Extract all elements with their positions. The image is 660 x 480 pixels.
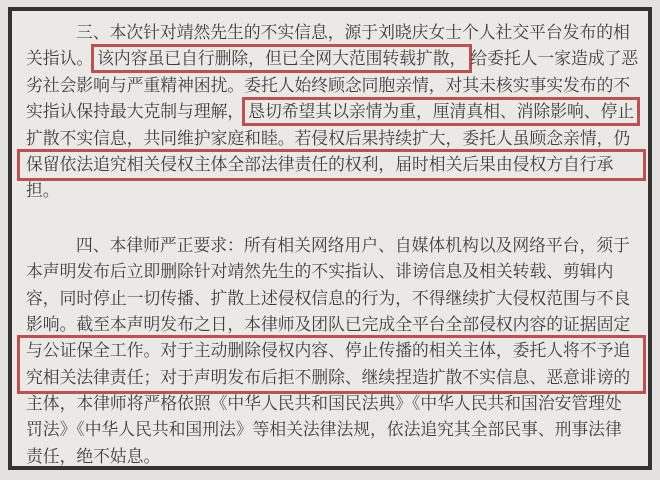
text-line xyxy=(26,73,640,99)
text-line xyxy=(26,444,640,470)
red-highlight-box: 该内容虽已自行删除，但已全网大范围转载扩散， xyxy=(91,44,472,73)
text-segment: 容，同时停止一切传播、扩散上述侵权信息的行为，不得继续扩大侵权范围与不良 xyxy=(26,288,631,308)
text-segment: 关指认。 xyxy=(26,49,94,69)
document-frame xyxy=(8,7,652,470)
text-line xyxy=(26,233,640,259)
text-line xyxy=(26,99,640,125)
red-highlight-box: 恳切希望其以亲情为重，厘清真相、消除影响、停止 xyxy=(242,97,640,126)
text-segment: 究相关法律责任；对于声明发布后拒不删除、继续捏造扩散不实信息、恶意诽谤的 xyxy=(26,367,631,387)
text-line xyxy=(26,178,640,204)
text-line xyxy=(26,286,640,312)
text-segment: 罚法》《中华人民共和国刑法》等相关法律法规，依法追究其全部民事、刑事法律 xyxy=(26,420,622,440)
text-line xyxy=(26,365,640,391)
text-line xyxy=(26,417,640,443)
paragraph-clause-three xyxy=(26,20,640,205)
text-segment: 扩散不实信息，共同维护家庭和睦。若侵权后果持续扩大，委托人虽顾念亲情，仍 xyxy=(26,128,631,148)
text-segment: 担。 xyxy=(26,181,60,201)
text-line xyxy=(26,391,640,417)
text-segment: 本声明发布后立即删除针对靖然先生的不实指认、诽谤信息及相关转载、剪辑内 xyxy=(26,262,614,282)
text-segment: 与公证保全工作。对于主动删除侵权内容、停止传播的相关主体，委托人将不予追 xyxy=(26,341,631,361)
text-line xyxy=(26,20,640,46)
legal-statement-text xyxy=(12,11,648,470)
text-line xyxy=(26,259,640,285)
text-segment: 三、本次针对靖然先生的不实信息，源于刘晓庆女士个人社交平台发布的相 xyxy=(76,23,630,42)
text-segment: 影响。截至本声明发布之日，本律师及团队已完成全平台全部侵权内容的证据固定 xyxy=(26,314,631,334)
text-segment: 责任，绝不姑息。 xyxy=(26,446,161,466)
text-segment: 实指认保持最大克制与理解， xyxy=(26,102,245,122)
text-line xyxy=(26,152,640,178)
red-highlight-box xyxy=(17,335,646,394)
text-line xyxy=(26,312,640,338)
text-segment: 给委托人一家造成了恶 xyxy=(470,49,639,69)
text-line xyxy=(26,126,640,152)
text-line xyxy=(26,338,640,364)
red-highlight-box xyxy=(17,149,646,181)
text-line xyxy=(26,46,640,72)
text-segment: 四、本律师严正要求：所有相关网络用户、自媒体机构以及网络平台，须于 xyxy=(76,235,630,255)
text-segment: 劣社会影响与严重精神困扰。委托人始终顾念同胞亲情，对其未核实事实发布的不 xyxy=(26,75,631,95)
text-segment: 主体，本律师将严格依照《中华人民共和国民法典》《中华人民共和国治安管理处 xyxy=(26,394,622,414)
paragraph-clause-four xyxy=(26,233,640,470)
text-segment: 保留依法追究相关侵权主体全部法律责任的权利，届时相关后果由侵权方自行承 xyxy=(26,154,614,174)
